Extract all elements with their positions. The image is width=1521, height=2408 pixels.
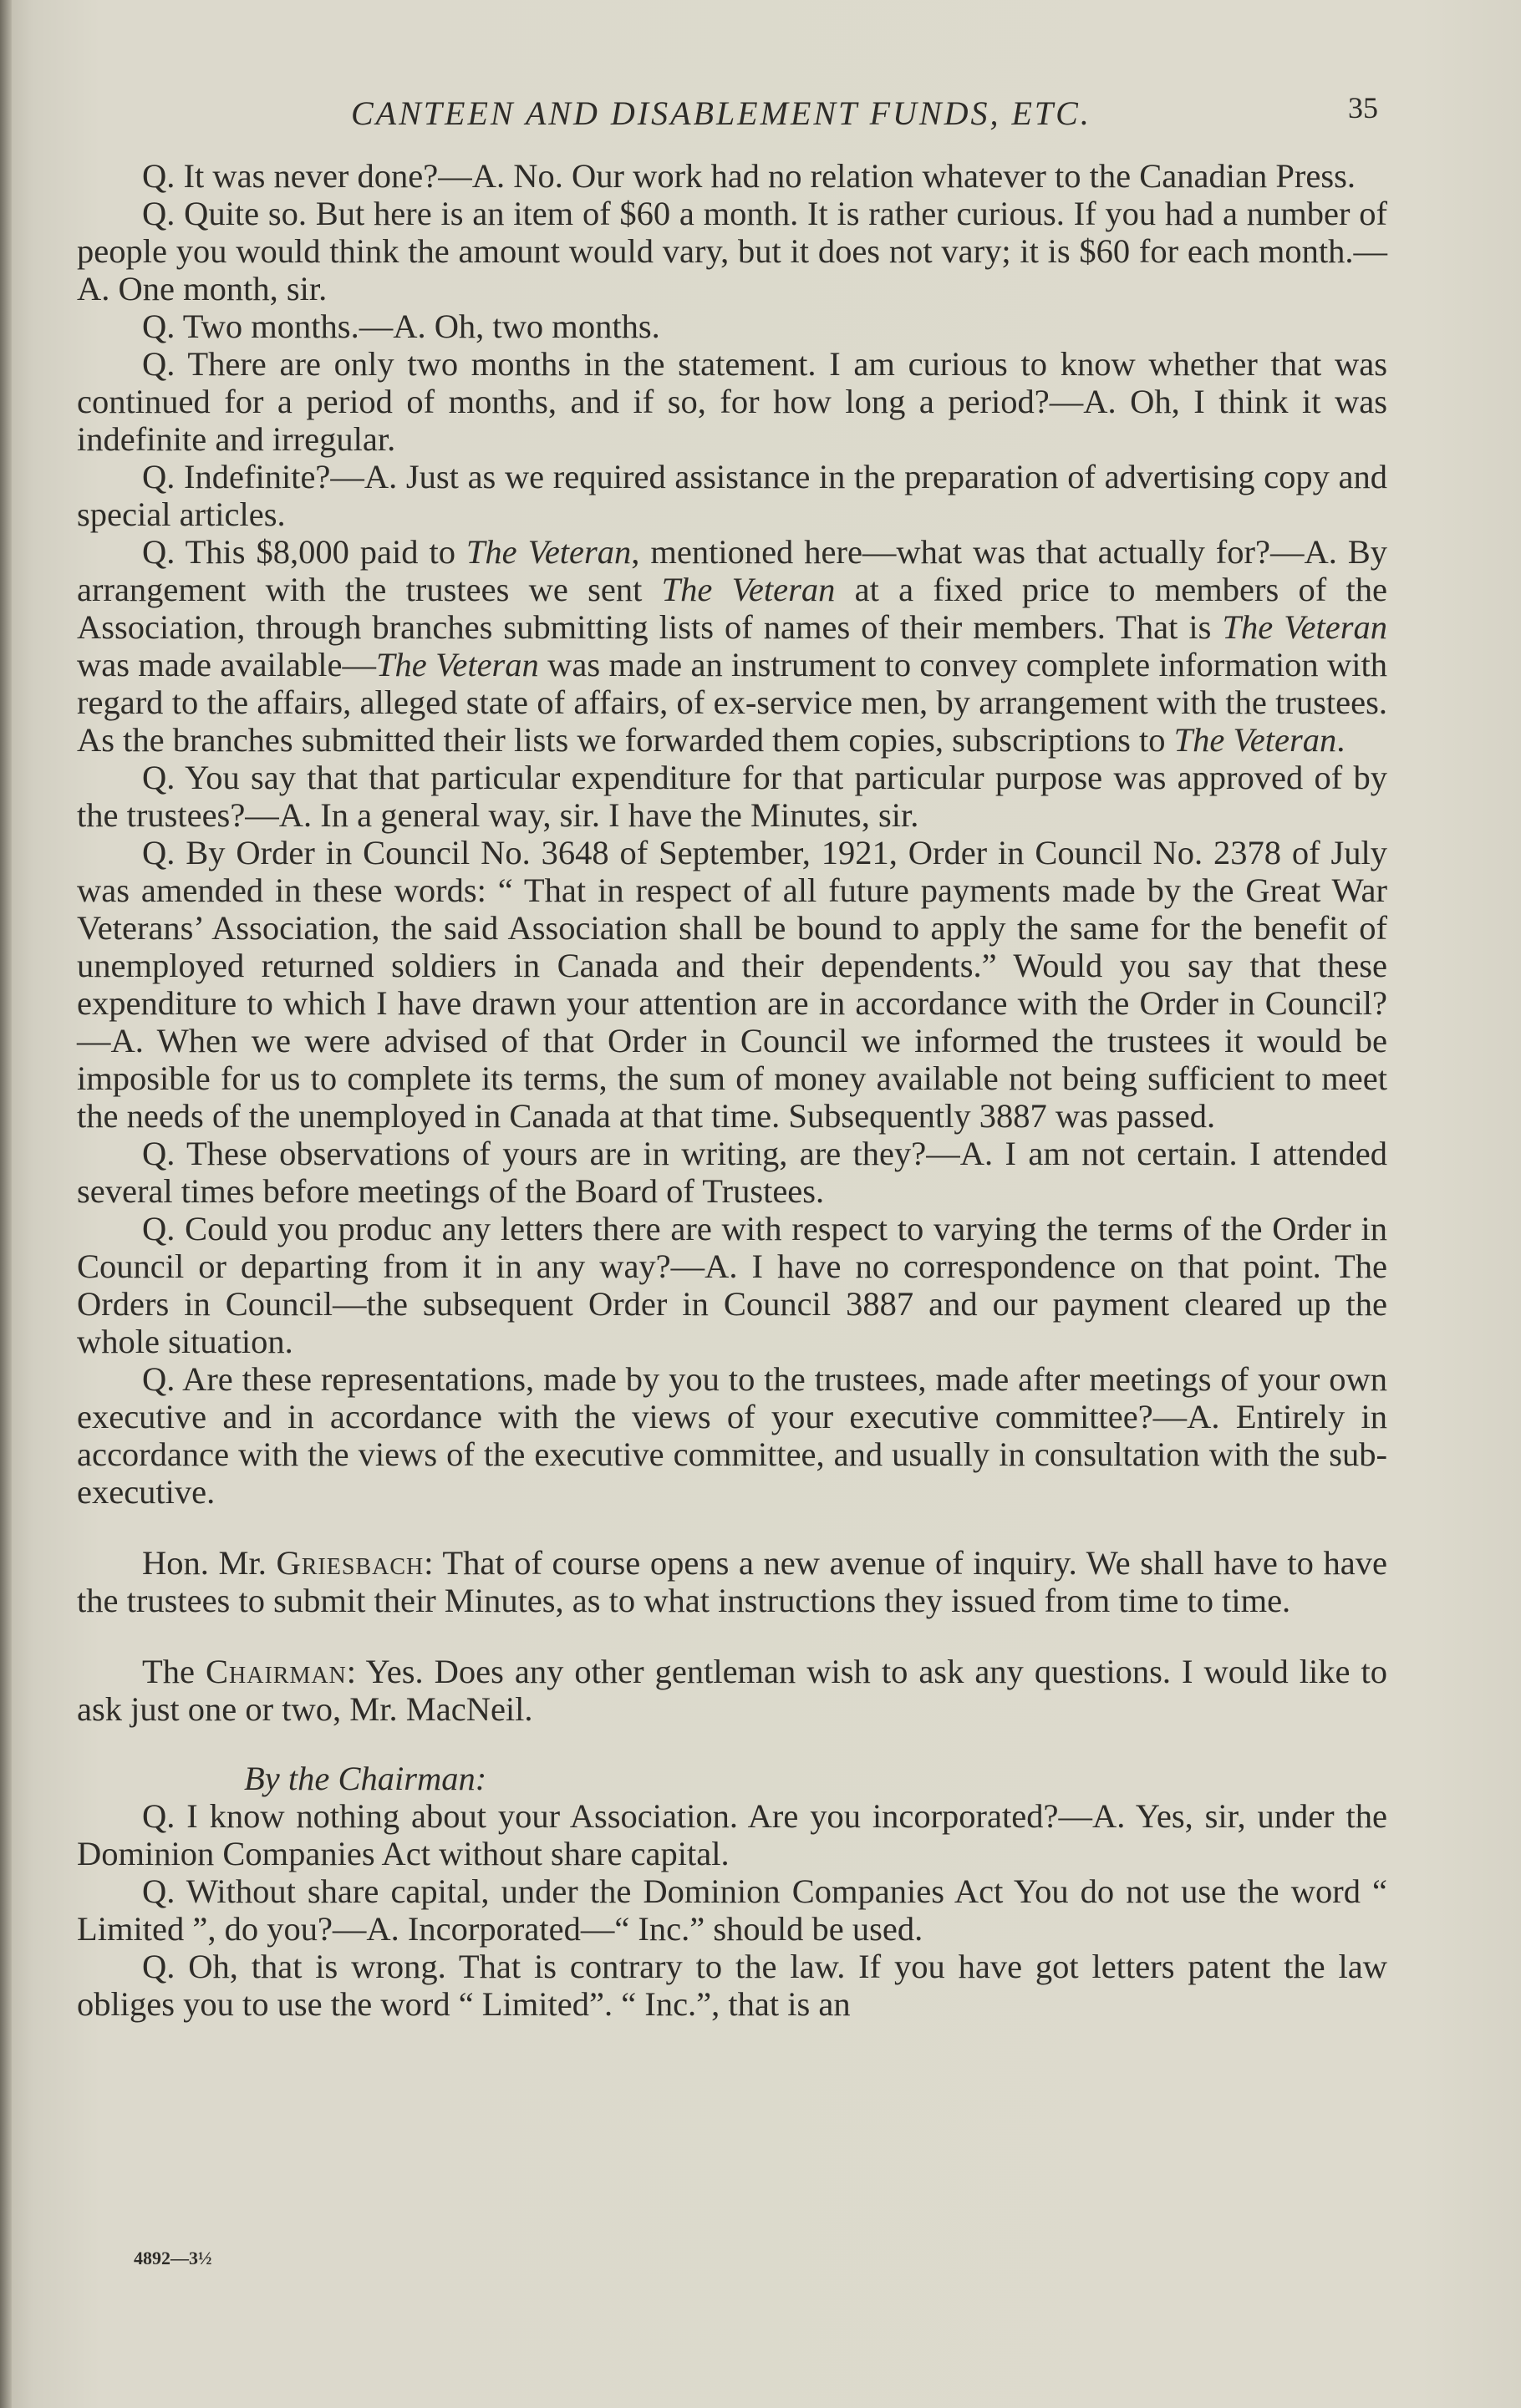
speaker-name: Chairman (205, 1653, 347, 1690)
body-text (77, 157, 1387, 2023)
paragraph: Q. Without share capital, under the Dominion Companies Act You do not use the word “ Limited ”, do you?—A. Incorporated—“ Inc.” should be used. (77, 1872, 1387, 1948)
paragraph: Q. These observations of yours are in writing, are they?—A. I am not certain. I attended several times before meetings of the Board of Trustees. (77, 1135, 1387, 1210)
paragraph: Q. It was never done?—A. No. Our work had no relation whatever to the Canadian Press. (142, 157, 1356, 195)
speaker-name: Griesbach (276, 1544, 425, 1582)
paragraph: Q. I know nothing about your Association. Are you incorporated?—A. Yes, sir, under the Dominion Companies Act without share capital. (77, 1797, 1387, 1872)
paragraph: Q. There are only two months in the statement. I am curious to know whether that was continued for a period of months, and if so, for how long a period?—A. Oh, I think it was indefinite and irregular. (77, 345, 1387, 458)
publication-title: The Veteran (465, 533, 632, 571)
publication-title: The Veteran (1173, 721, 1337, 759)
paragraph: Q. Two months.—A. Oh, two months. (142, 307, 660, 345)
paragraph: Q. By Order in Council No. 3648 of September, 1921, Order in Council No. 2378 of July was amended in these words: “ That in respect of all future payments made by the Great War Veterans’ Association, the said Association shall be bound to apply the same for the benefit of unemployed returned soldiers in Canada and their dependents.” Would you say that these expenditure to which I have drawn your attention are in accordance with the Order in Council?—A. When we were advised of that Order in Council we informed the trustees it would be imposible for us to complete its terms, the sum of money available not being sufficient to meet the needs of the unemployed in Canada at that time. Subsequently 3887 was passed. (77, 834, 1387, 1135)
paragraph: Q. Could you produc any letters there are with respect to varying the terms of the Order in Council or departing from it in any way?—A. I have no correspondence on that point. The Orders in Council—the subsequent Order in Council 3887 and our payment cleared up the whole situation. (77, 1210, 1387, 1360)
paragraph: Q. Oh, that is wrong. That is contrary to the law. If you have got letters patent the law obliges you to use the word “ Limited”. “ Inc.”, that is an (77, 1948, 1387, 2023)
paragraph: Q. You say that that particular expenditure for that particular purpose was approved of by the trustees?—A. In a general way, sir. I have the Minutes, sir. (77, 759, 1387, 834)
signature-mark: 4892—3½ (134, 2248, 212, 2268)
page-number: 35 (1348, 91, 1378, 124)
page-header (0, 84, 1521, 142)
paragraph: Q. Quite so. But here is an item of $60 a month. It is rather curious. If you had a number of people you would think the amount would vary, but it does not vary; it is $60 for each month.—A. One month, sir. (77, 195, 1387, 307)
speaker-chairman: The Chairman: Yes. Does any other gentleman wish to ask any questions. I would like to ask just one or two, Mr. MacNeil. (77, 1653, 1387, 1728)
speaker-griesbach: Hon. Mr. Griesbach: That of course opens a new avenue of inquiry. We shall have to have the trustees to submit their Minutes, as to what instructions they issued from time to time. (77, 1544, 1387, 1619)
running-title: CANTEEN AND DISABLEMENT FUNDS, ETC. (351, 94, 1091, 132)
publication-title: The Veteran (376, 646, 539, 683)
publication-title: The Veteran (1222, 608, 1387, 646)
paragraph: Q. Are these representations, made by you to the trustees, made after meetings of your own executive and in accordance with the views of your executive committee?—A. Entirely in accordance with the views of the executive committee, and usually in consultation with the sub-executive. (77, 1360, 1387, 1511)
section-heading: By the Chairman: (244, 1760, 487, 1797)
paragraph-veteran: Q. This $8,000 paid to The Veteran, mentioned here—what was that actually for?—A. By arrangement with the trustees we sent The Veteran at a fixed price to members of the Association, through branches submitting lists of names of their members. That is The Veteran was made available—The Veteran was made an instrument to convey complete information with regard to the affairs, alleged state of affairs, of ex-service men, by arrangement with the trustees. As the branches submitted their lists we forwarded them copies, subscriptions to The Veteran. (77, 533, 1388, 759)
publication-title: The Veteran (661, 571, 836, 608)
paragraph: Q. Indefinite?—A. Just as we required assistance in the preparation of advertising copy and special articles. (77, 458, 1387, 533)
binding-edge (0, 0, 12, 2408)
